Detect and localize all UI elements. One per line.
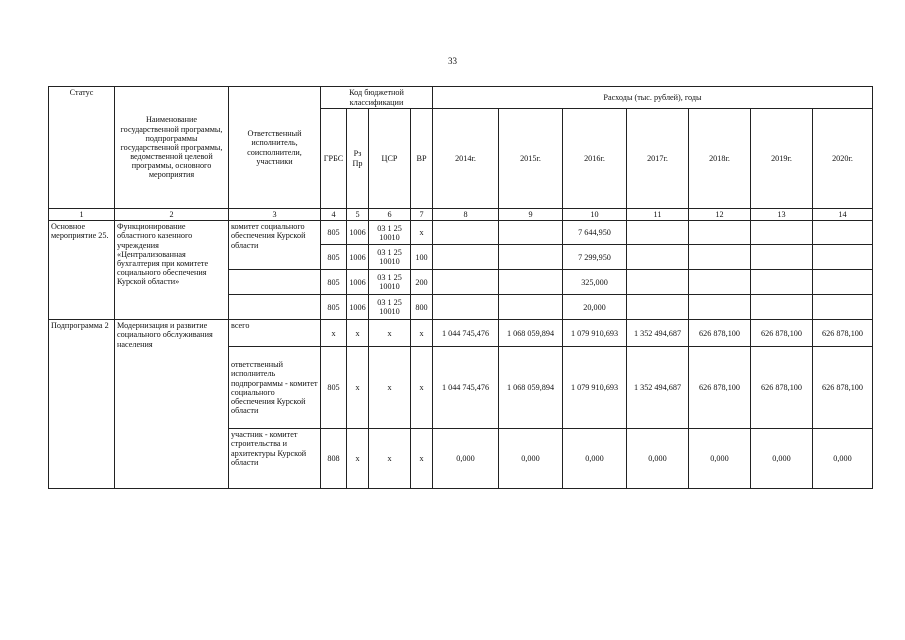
cell-rzpr: х <box>347 320 369 347</box>
cell-csr: 03 1 25 10010 <box>369 245 411 270</box>
cell-2016: 20,000 <box>563 295 627 320</box>
block2-executor: ответственный исполнитель подпрограммы - комитет социального обеспечения Курской области <box>229 347 321 429</box>
column-number: 11 <box>627 209 689 221</box>
header-year: 2017г. <box>627 109 689 209</box>
cell-amount: 0,000 <box>627 429 689 489</box>
header-vr: ВР <box>411 109 433 209</box>
column-number: 1 <box>49 209 115 221</box>
cell-amount: 0,000 <box>563 429 627 489</box>
cell-2016: 7 299,950 <box>563 245 627 270</box>
cell-amount: 1 044 745,476 <box>433 320 499 347</box>
cell-amount: 1 079 910,693 <box>563 347 627 429</box>
header-csr: ЦСР <box>369 109 411 209</box>
cell-2016: 325,000 <box>563 270 627 295</box>
cell-vr: х <box>411 320 433 347</box>
cell-amount: 0,000 <box>813 429 873 489</box>
block2-executor: участник - комитет строительства и архитектуры Курской области <box>229 429 321 489</box>
cell-2016: 7 644,950 <box>563 221 627 245</box>
cell-amount: 626 878,100 <box>751 347 813 429</box>
cell-grbs: х <box>321 320 347 347</box>
block1-status: Основное мероприятие 25. <box>49 221 115 320</box>
column-number: 7 <box>411 209 433 221</box>
cell-rzpr: 1006 <box>347 245 369 270</box>
cell-amount: 0,000 <box>499 429 563 489</box>
block1-name: Функционирование областного казенного учреждения «Централизованная бухгалтерия при комитете социального обеспечения Курской области» <box>115 221 229 320</box>
cell-rzpr: х <box>347 347 369 429</box>
page-number: 33 <box>448 56 457 66</box>
cell-csr: 03 1 25 10010 <box>369 221 411 245</box>
header-status: Статус <box>49 87 115 209</box>
cell-grbs: 805 <box>321 270 347 295</box>
cell-rzpr: х <box>347 429 369 489</box>
column-number: 14 <box>813 209 873 221</box>
cell-csr: 03 1 25 10010 <box>369 270 411 295</box>
column-number: 12 <box>689 209 751 221</box>
header-executor: Ответственный исполнитель, соисполнители, участники <box>229 87 321 209</box>
table-row <box>49 320 873 347</box>
cell-vr: х <box>411 347 433 429</box>
cell-csr: х <box>369 320 411 347</box>
cell-amount: 626 878,100 <box>813 347 873 429</box>
header-year: 2016г. <box>563 109 627 209</box>
header-year: 2020г. <box>813 109 873 209</box>
cell-vr: х <box>411 221 433 245</box>
cell-grbs: 805 <box>321 221 347 245</box>
cell-amount: 1 068 059,894 <box>499 320 563 347</box>
column-numbers-row <box>49 209 873 221</box>
cell-vr: 200 <box>411 270 433 295</box>
column-number: 2 <box>115 209 229 221</box>
block2-name: Модернизация и развитие социального обслуживания населения <box>115 320 229 489</box>
cell-amount: 626 878,100 <box>689 320 751 347</box>
header-year: 2015г. <box>499 109 563 209</box>
cell-amount: 626 878,100 <box>689 347 751 429</box>
cell-csr: х <box>369 429 411 489</box>
cell-vr: 800 <box>411 295 433 320</box>
column-number: 9 <box>499 209 563 221</box>
cell-amount: 1 352 494,687 <box>627 320 689 347</box>
cell-csr: 03 1 25 10010 <box>369 295 411 320</box>
cell-amount: 1 352 494,687 <box>627 347 689 429</box>
block2-executor: всего <box>229 320 321 347</box>
cell-amount: 1 079 910,693 <box>563 320 627 347</box>
cell-grbs: 805 <box>321 245 347 270</box>
cell-amount: 0,000 <box>751 429 813 489</box>
cell-vr: 100 <box>411 245 433 270</box>
cell-csr: х <box>369 347 411 429</box>
column-number: 8 <box>433 209 499 221</box>
column-number: 6 <box>369 209 411 221</box>
block1-executor: комитет социального обеспечения Курской области <box>229 221 321 270</box>
header-row-1 <box>49 87 873 109</box>
cell-rzpr: 1006 <box>347 295 369 320</box>
cell-grbs: 805 <box>321 347 347 429</box>
cell-grbs: 808 <box>321 429 347 489</box>
column-number: 10 <box>563 209 627 221</box>
header-year: 2019г. <box>751 109 813 209</box>
cell-amount: 1 044 745,476 <box>433 347 499 429</box>
cell-amount: 1 068 059,894 <box>499 347 563 429</box>
cell-amount: 626 878,100 <box>751 320 813 347</box>
block2-status: Подпрограмма 2 <box>49 320 115 489</box>
column-number: 3 <box>229 209 321 221</box>
table-row <box>49 221 873 245</box>
header-budget-code: Код бюджетной классификации <box>321 87 433 109</box>
budget-table <box>48 86 873 489</box>
column-number: 13 <box>751 209 813 221</box>
cell-amount: 626 878,100 <box>813 320 873 347</box>
cell-amount: 0,000 <box>433 429 499 489</box>
header-grbs: ГРБС <box>321 109 347 209</box>
cell-amount: 0,000 <box>689 429 751 489</box>
header-year: 2014г. <box>433 109 499 209</box>
cell-vr: х <box>411 429 433 489</box>
cell-grbs: 805 <box>321 295 347 320</box>
cell-rzpr: 1006 <box>347 270 369 295</box>
header-expenses: Расходы (тыс. рублей), годы <box>433 87 873 109</box>
column-number: 5 <box>347 209 369 221</box>
column-number: 4 <box>321 209 347 221</box>
header-rzpr: Рз Пр <box>347 109 369 209</box>
header-year: 2018г. <box>689 109 751 209</box>
cell-rzpr: 1006 <box>347 221 369 245</box>
header-name: Наименование государственной программы, подпрограммы государственной программы, ведомственной целевой программы, основного мероприятия <box>115 87 229 209</box>
